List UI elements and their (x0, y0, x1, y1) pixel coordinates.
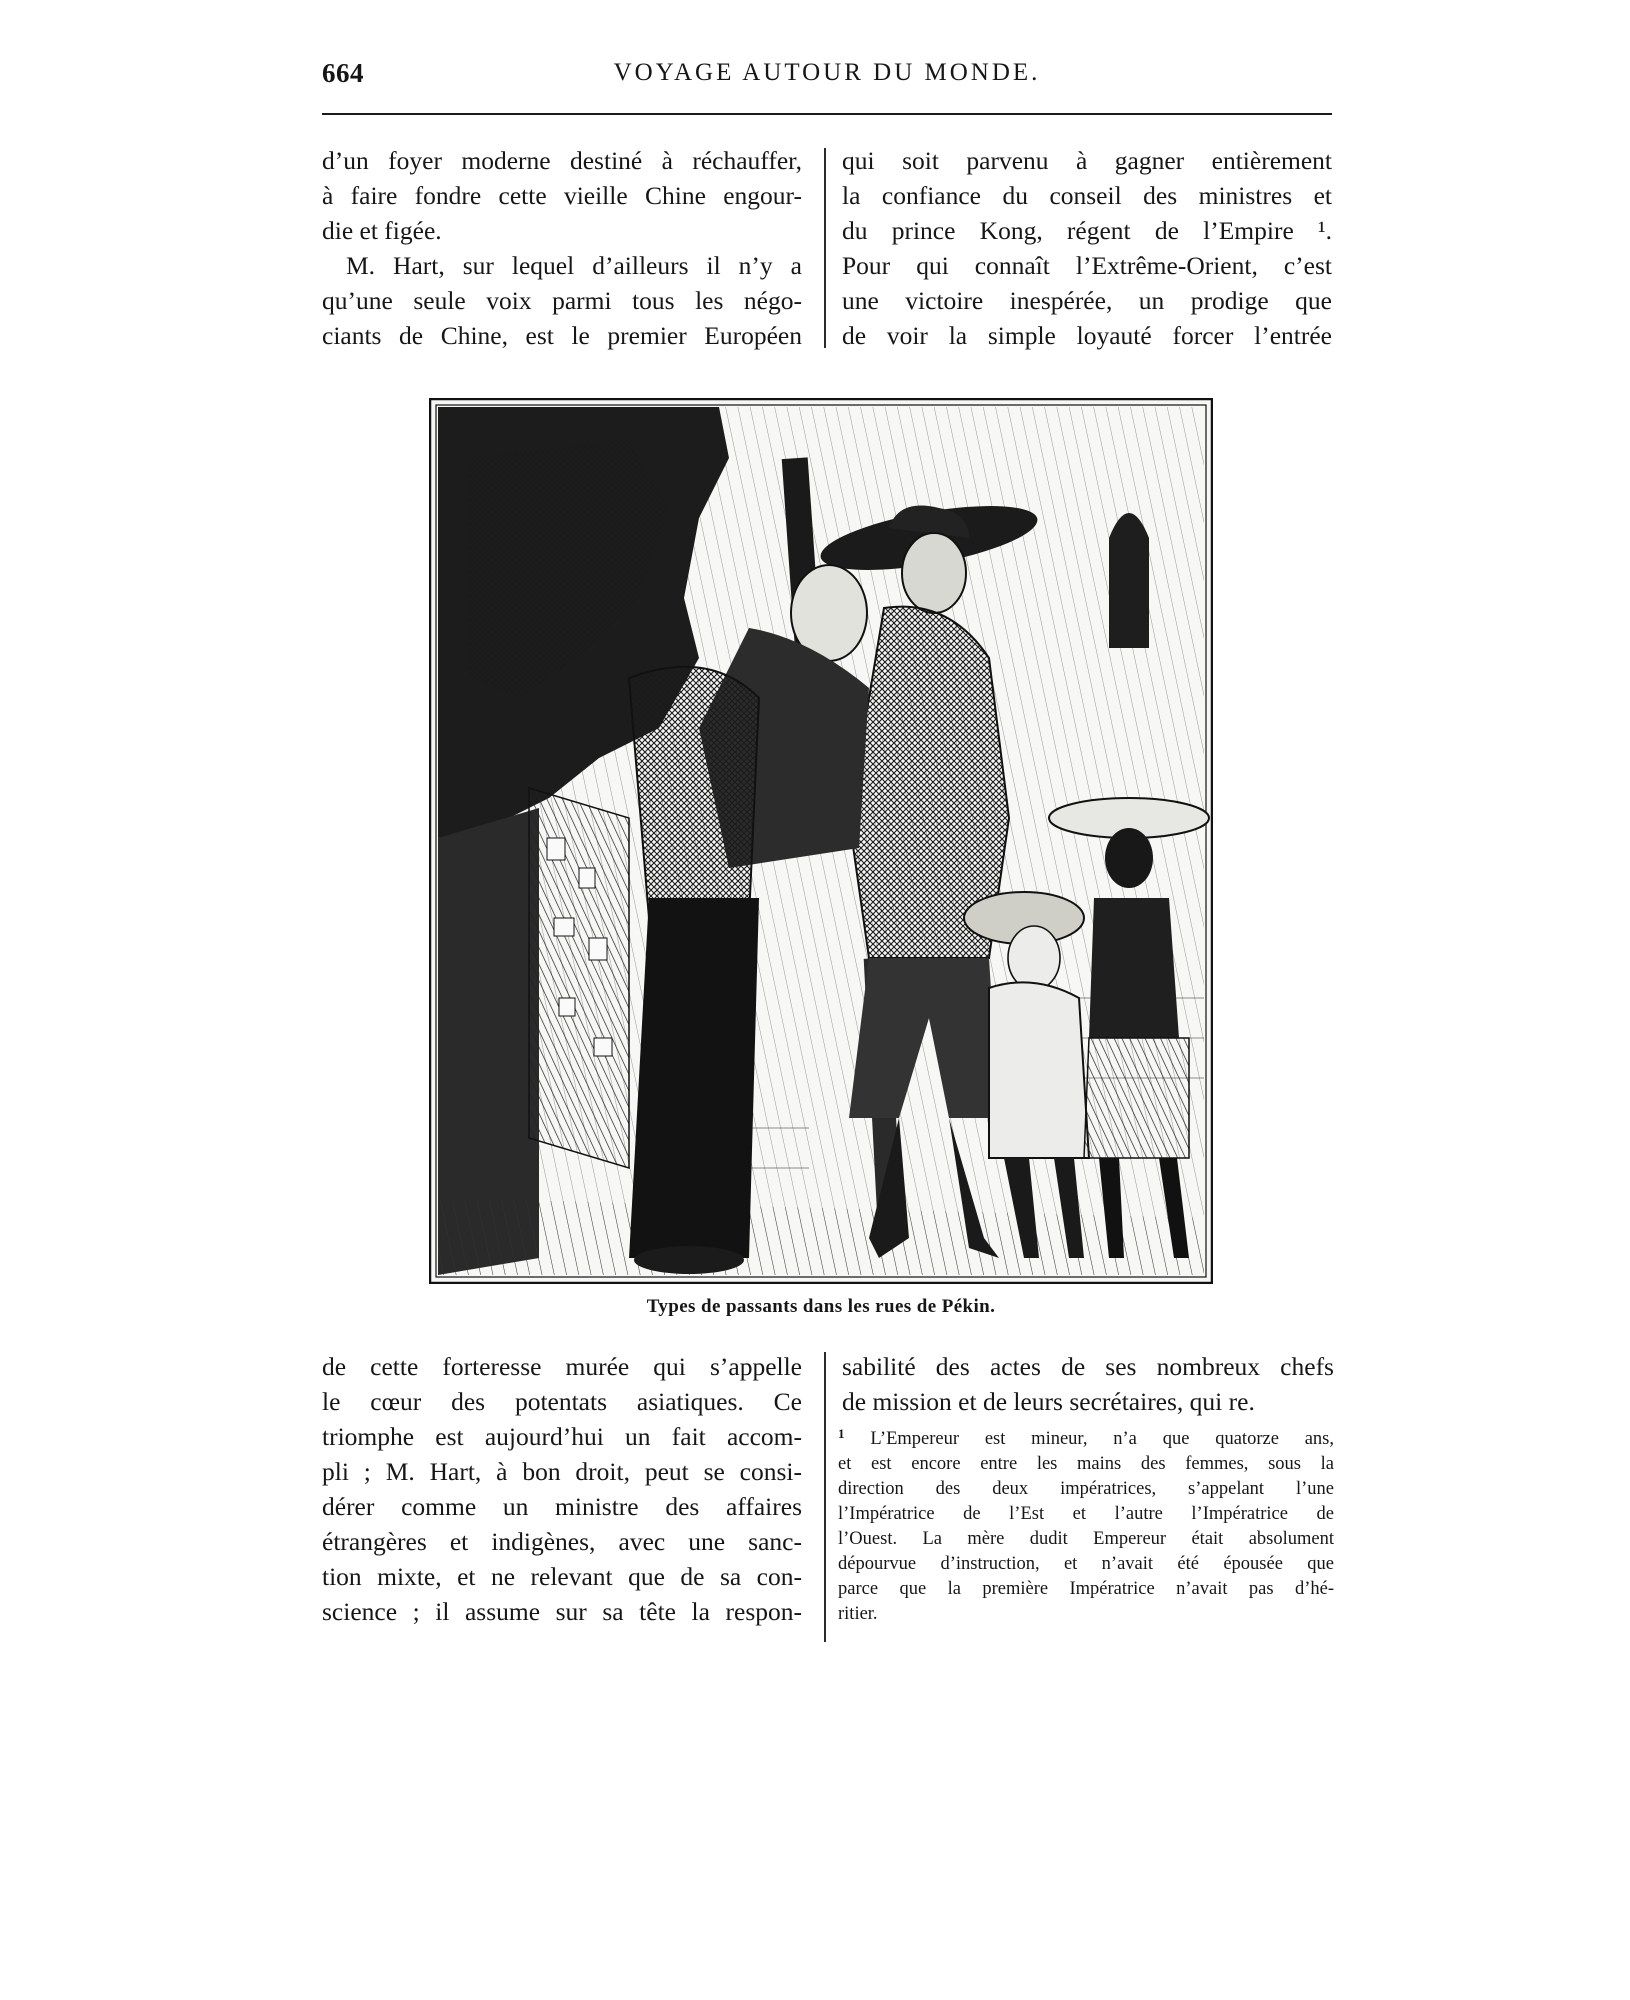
footnote-marker: 1 (838, 1426, 845, 1441)
footnote-line: l’Impératrice de l’Est et l’autre l’Impératrice de (838, 1504, 1334, 1524)
footnote-line (838, 1421, 1334, 1452)
column-divider (824, 148, 826, 348)
text-line: la confiance du conseil des ministres et (842, 181, 1332, 210)
bottom-left-column (322, 1349, 802, 1629)
footnote (838, 1421, 1334, 1627)
text-line: science ; il assume sur sa tête la respon- (322, 1597, 802, 1626)
street-scene-engraving (429, 398, 1213, 1284)
text-line: le cœur des potentats asiatiques. Ce (322, 1387, 802, 1416)
engraving-illustration (429, 398, 1213, 1284)
running-title: VOYAGE AUTOUR DU MONDE. (613, 59, 1041, 86)
text-line: die et figée. (322, 216, 442, 245)
figure-caption: Types de passants dans les rues de Pékin. (646, 1296, 996, 1317)
text-line: d’un foyer moderne destiné à réchauffer, (322, 146, 802, 175)
header-rule (322, 113, 1332, 115)
page-number: 664 (322, 58, 364, 88)
text-line: M. Hart, sur lequel d’ailleurs il n’y a (346, 251, 802, 280)
text-line: une victoire inespérée, un prodige que (842, 286, 1332, 315)
text-line: de voir la simple loyauté forcer l’entrée (842, 321, 1332, 350)
text-line: de mission et de leurs secrétaires, qui re. (842, 1387, 1255, 1416)
footnote-line: l’Ouest. La mère dudit Empereur était absolument (838, 1529, 1334, 1549)
bottom-right-column (842, 1349, 1334, 1419)
text-line: à faire fondre cette vieille Chine engour- (322, 181, 802, 210)
top-right-column (842, 143, 1332, 353)
footnote-line: parce que la première Impératrice n’avait pas d’hé- (838, 1579, 1334, 1599)
footnote-line: dépourvue d’instruction, et n’avait été épousée que (838, 1554, 1334, 1574)
text-line: dérer comme un ministre des affaires (322, 1492, 802, 1521)
text-line: qui soit parvenu à gagner entièrement (842, 146, 1332, 175)
text-line: sabilité des actes de ses nombreux chefs (842, 1352, 1334, 1381)
text-line: étrangères et indigènes, avec une sanc- (322, 1527, 802, 1556)
footnote-line: ritier. (838, 1604, 878, 1624)
text-line: du prince Kong, régent de l’Empire ¹. (842, 216, 1332, 245)
text-line: de cette forteresse murée qui s’appelle (322, 1352, 802, 1381)
text-line: qu’une seule voix parmi tous les négo- (322, 286, 802, 315)
text-line: triomphe est aujourd’hui un fait accom- (322, 1422, 802, 1451)
text-line: tion mixte, et ne relevant que de sa con- (322, 1562, 802, 1591)
footnote-line: et est encore entre les mains des femmes, sous la (838, 1454, 1334, 1474)
footnote-text: L’Empereur est mineur, n’a que quatorze ans, (870, 1429, 1334, 1449)
text-line: Pour qui connaît l’Extrême-Orient, c’est (842, 251, 1332, 280)
top-left-column (322, 143, 802, 353)
text-line: pli ; M. Hart, à bon droit, peut se consi- (322, 1457, 802, 1486)
column-divider (824, 1352, 826, 1642)
text-line: ciants de Chine, est le premier Européen (322, 321, 802, 350)
footnote-line: direction des deux impératrices, s’appelant l’une (838, 1479, 1334, 1499)
running-head (322, 58, 1332, 98)
